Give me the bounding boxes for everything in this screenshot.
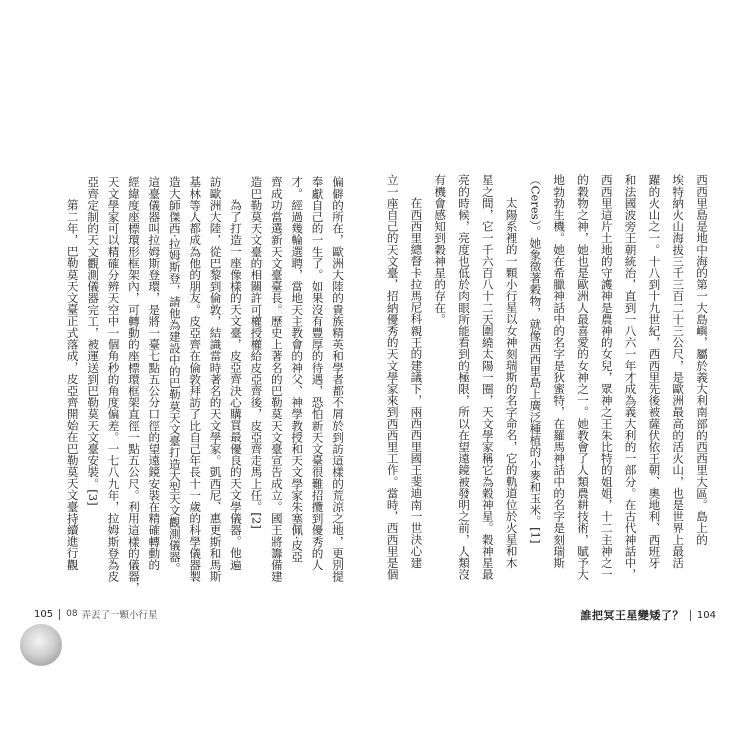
decorative-sphere-icon: [20, 624, 62, 666]
page-number: 105: [34, 608, 54, 620]
text-line: 立一座自己的天文臺，招納優秀的天文學家來到西西里工作。當時，西西里是個: [385, 174, 400, 580]
text-line: 太陽系裡的一顆小行星以女神刻瑞斯的名字命名，它的軌道位於火星和木: [504, 197, 519, 569]
right-page-body: [380, 174, 713, 578]
chapter-title: 弄丟了一顆小行星: [81, 610, 158, 621]
text-line: 基林等人都成為他的朋友。皮亞齊在倫敦拜訪了比自己年長十一歲的科學儀器製: [188, 176, 203, 582]
left-page-footer: [34, 607, 158, 621]
text-line: 訪歐洲大陸，從巴黎到倫敦，結識當時著名的天文學家。凱西尼、惠更斯和馬斯: [208, 176, 223, 582]
text-line: 躍的火山之一。十八到十九世紀，西西里先後被薩伏依王朝、奧地利、西班牙: [647, 174, 662, 569]
text-line: 和法國波旁王朝統治，直到一八六一年才成為義大利的一部分。在古代神話中，: [623, 174, 638, 580]
text-line: 的穀物之神，她也是歐洲人最喜愛的女神之一。她教會了人類農耕技術，賦予大: [576, 174, 591, 580]
text-line: 才。經過幾輪選聘，當地天主教會的神父、神學教授和天文學家朱塞佩·皮亞: [290, 176, 305, 563]
text-line: 造巴勒莫天文臺的相關許可權授權給皮亞齊後，皮亞齊走馬上任。[2]: [249, 176, 264, 529]
page-number: 104: [696, 609, 716, 621]
text-line: 第二年，巴勒莫天文臺正式落成，皮亞齊開始在巴勒莫天文臺持續進行觀: [65, 199, 80, 571]
text-line: 星之間，它一千六百八十二天圍繞太陽一圈，天文學家稱它為穀神星。穀神星最: [480, 174, 495, 580]
footer-separator: [690, 610, 691, 621]
text-line: 為了打造一座像樣的天文臺，皮亞齊決心購買最優良的天文學儀器。他遍: [228, 199, 243, 571]
text-line: 奉獻自己的一生了。如果沒有豐厚的待遇，恐怕新天文臺很難招攬到優秀的人: [310, 176, 325, 571]
text-line: 經緯度座標環形框架內，可轉動的座標環框架直徑一點五公尺。利用這樣的儀器，: [126, 176, 141, 594]
text-line: 西西里島是地中海的第一大島嶼，屬於義大利南部的西西里大區。島上的: [695, 174, 709, 546]
running-title: 誰把冥王星變矮了？: [580, 609, 684, 622]
left-page-body: [62, 176, 348, 594]
text-line: 埃特納火山海拔三千三百二十三公尺，是歐洲最高的活火山，也是世界上最活: [671, 174, 686, 569]
text-line: （Ceres）。她象徵著穀物，就像西西里島上廣泛種植的小麥和玉米。[1]: [528, 174, 543, 544]
text-line: 天文學家可以精確分辨天空中一個角秒的角度偏差。一七八九年，拉姆斯登為皮: [106, 176, 121, 582]
footer-separator: [59, 609, 60, 620]
text-line: 亞齊定制的天文觀測儀器完工，被運送到巴勒莫天文臺安裝。[3]: [86, 176, 101, 506]
text-line: 這臺儀器叫拉姆斯登環，是將一臺七點五公分口徑的望遠鏡安裝在精確轉動的: [147, 176, 162, 571]
text-line: 地勃勃生機。她在希臘神話中的名字是狄蜜特，在羅馬神話中的名字是刻瑞斯: [552, 174, 567, 569]
text-line: 在西西里總督卡拉馬尼科親王的建議下，兩西西里國王斐迪南一世決心建: [409, 197, 424, 569]
text-line: 偏僻的所在，歐洲大陸的貴族精英和學者都不屑於到訪這樣的荒涼之地，更別提: [331, 176, 345, 582]
text-line: 亮的時候，亮度也低於肉眼所能看到的極限，所以在望遠鏡被發明之前，人類沒: [457, 174, 472, 580]
text-line: 有機會感知到穀神星的存在。: [433, 174, 448, 325]
text-line: 西西里這片土地的守護神是農神的女兒，眾神之王朱比特的姐姐，十二主神之一: [599, 174, 614, 580]
text-line: 齊成功當選新天文臺臺長。歷史上著名的巴勒莫天文臺宣告成立。國王將籌備建: [269, 176, 284, 582]
text-line: 造大師傑西·拉姆斯登，請他為建設中的巴勒莫天文臺打造大型天文觀測儀器。: [167, 176, 182, 575]
right-page-footer: [580, 607, 716, 623]
chapter-number: 08: [66, 609, 78, 619]
